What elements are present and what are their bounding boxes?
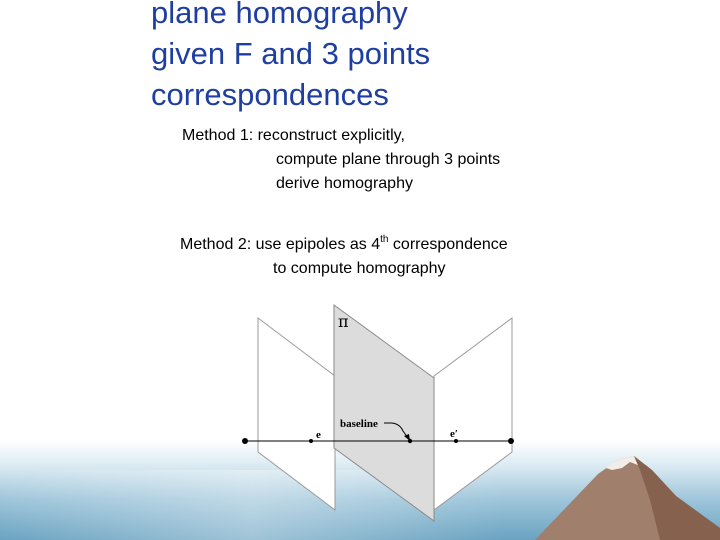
method-1-line-2: compute plane through 3 points xyxy=(276,151,501,168)
method-2-suffix: correspondence xyxy=(388,236,508,253)
left-camera-center xyxy=(242,438,248,444)
e-label: e xyxy=(316,429,321,441)
method-1-line-1: Method 1: reconstruct explicitly, xyxy=(182,127,405,144)
title-line-1: plane homography xyxy=(151,0,408,30)
plane-pi xyxy=(334,305,434,521)
title-line-2: given F and 3 points xyxy=(151,36,431,71)
method-2-line-2: to compute homography xyxy=(273,260,446,277)
method-2-prefix: Method 2: use epipoles as 4 xyxy=(180,236,381,253)
left-image-plane xyxy=(258,318,335,510)
right-image-plane xyxy=(434,318,512,510)
right-camera-center xyxy=(508,438,514,444)
method-2-superscript: th xyxy=(380,234,389,245)
title-line-3: correspondences xyxy=(151,77,389,112)
pi-label: π xyxy=(338,312,349,331)
epipole-e xyxy=(309,439,313,443)
baseline-label: baseline xyxy=(340,418,378,430)
e-prime-label: e′ xyxy=(450,428,458,440)
method-1-line-3: derive homography xyxy=(276,175,413,192)
